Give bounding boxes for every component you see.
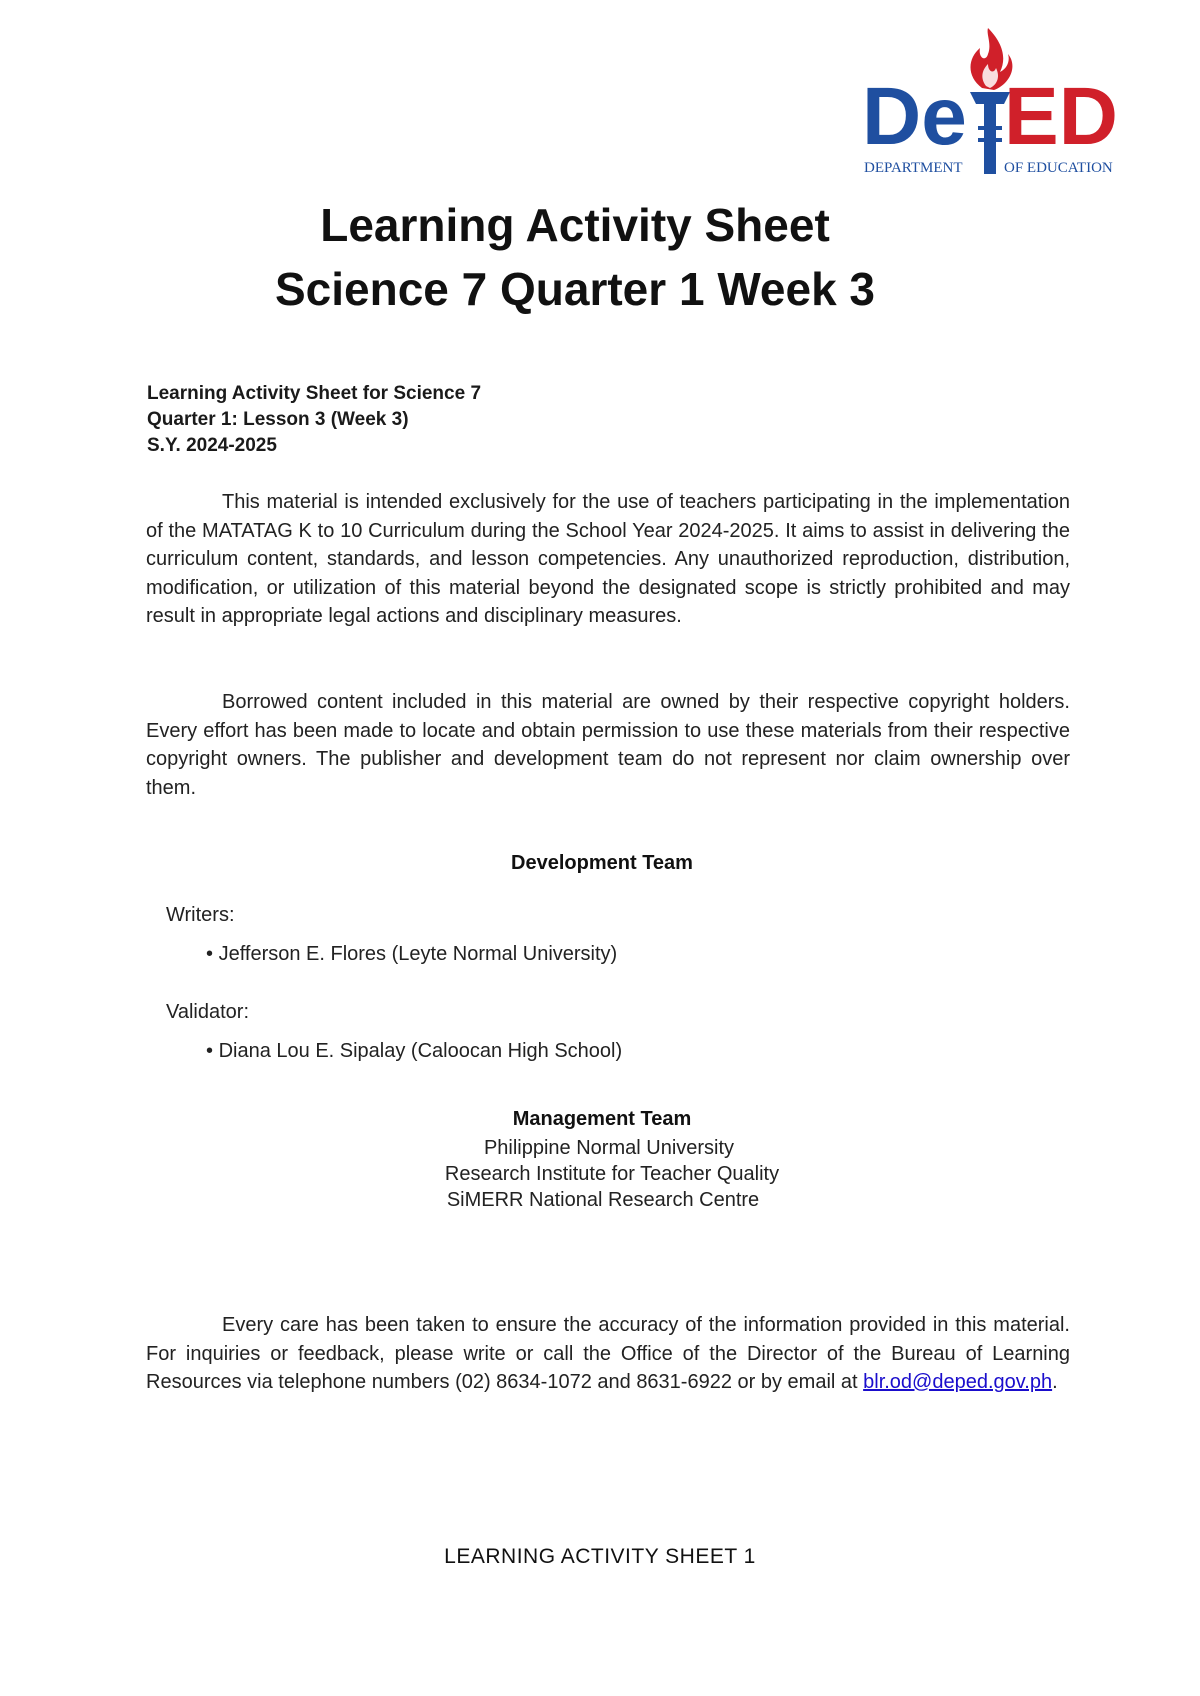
deped-logo xyxy=(858,26,1148,180)
bullet-icon: • xyxy=(206,1040,214,1062)
validator-item xyxy=(206,1040,622,1063)
title-line-1: Learning Activity Sheet xyxy=(320,199,830,251)
writer-name: Jefferson E. Flores (Leyte Normal University) xyxy=(218,943,618,965)
borrowed-content-paragraph: Borrowed content included in this material are owned by their respective copyright holders. Every effort has been made to locate and obtain permission to use these materials from their respective copyright owners. The publisher and development team do not represent nor claim ownership over them. xyxy=(146,691,1070,799)
inquiries-end: . xyxy=(1052,1371,1058,1393)
inquiries-paragraph xyxy=(146,1311,1070,1397)
management-member: SiMERR National Research Centre xyxy=(446,1189,760,1211)
meta-line-2: Quarter 1: Lesson 3 (Week 3) xyxy=(147,409,409,430)
writer-item xyxy=(206,943,617,966)
page-footer: LEARNING ACTIVITY SHEET 1 xyxy=(444,1545,756,1568)
bullet-icon: • xyxy=(206,943,214,965)
management-member: Research Institute for Teacher Quality xyxy=(444,1163,780,1185)
logo-wordmark-left: De xyxy=(862,71,967,162)
logo-tagline-right: OF EDUCATION xyxy=(1004,160,1113,176)
meta-line-3: S.Y. 2024-2025 xyxy=(147,435,277,456)
meta-line-1: Learning Activity Sheet for Science 7 xyxy=(147,383,482,404)
management-team-heading: Management Team xyxy=(512,1108,692,1130)
validator-name: Diana Lou E. Sipalay (Caloocan High School) xyxy=(218,1040,623,1062)
writers-label: Writers: xyxy=(166,904,235,926)
intended-use-paragraph: This material is intended exclusively for the use of teachers participating in the implementation of the MATATAG K to 10 Curriculum during the School Year 2024-2025. It aims to assist in delivering the curriculum content, standards, and lesson competencies. Any unauthorized reproduction, distribution, modification, or utilization of this material beyond the designated scope is strictly prohibited and may result in appropriate legal actions and disciplinary measures. xyxy=(146,491,1070,627)
logo-tagline-left: DEPARTMENT xyxy=(864,160,963,176)
management-member: Philippine Normal University xyxy=(483,1137,735,1159)
inquiries-text: Every care has been taken to ensure the accuracy of the information provided in this material. For inquiries or feedback, please write or call the Office of the Director of the Bureau of Learning Resources via telephone numbers (02) 8634-1072 and 8631-6922 or by email at xyxy=(146,1314,1070,1393)
email-link[interactable]: blr.od@deped.gov.ph xyxy=(863,1371,1053,1393)
validator-label: Validator: xyxy=(166,1001,250,1023)
development-team-heading: Development Team xyxy=(511,852,693,874)
logo-wordmark-right: ED xyxy=(1004,71,1118,162)
title-line-2: Science 7 Quarter 1 Week 3 xyxy=(274,263,876,315)
